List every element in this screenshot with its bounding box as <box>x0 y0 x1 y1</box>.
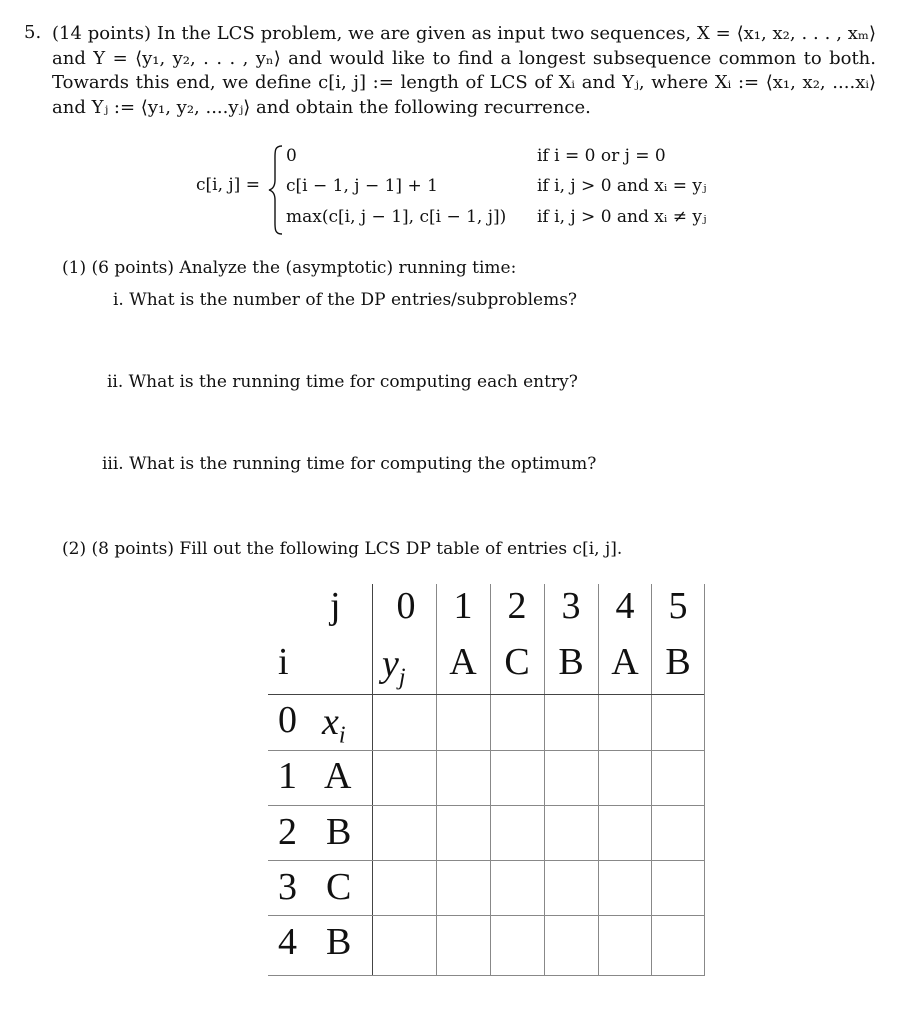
dp-cell[interactable] <box>652 806 703 860</box>
dp-cell[interactable] <box>491 916 544 974</box>
dp-cell[interactable] <box>545 806 598 860</box>
col-char-4: A <box>611 641 639 683</box>
dp-cell[interactable] <box>652 751 703 805</box>
dp-cell[interactable] <box>491 806 544 860</box>
left-brace-icon <box>268 144 284 236</box>
part2-label: (2) (8 points) Fill out the following LCS DP table of entries c[i, j]. <box>62 539 623 559</box>
col-char-3: B <box>558 641 584 683</box>
dp-cell[interactable] <box>437 806 490 860</box>
row-char-3: C <box>326 866 352 908</box>
row-index-1: 1 <box>278 755 297 797</box>
dp-cell[interactable] <box>491 751 544 805</box>
intro-line-2: and Y = ⟨y₁, y₂, . . . , yₙ⟩ and would like to find a longest subsequence common to both. <box>52 47 876 69</box>
dp-cell[interactable] <box>599 861 651 915</box>
part1-question-i: i. What is the number of the DP entries/subproblems? <box>113 290 578 310</box>
col-index-2: 2 <box>507 585 527 627</box>
row-char-1: A <box>324 755 352 797</box>
dp-cell[interactable] <box>652 916 703 974</box>
problem-points: (14 points) <box>52 23 151 44</box>
col-index-0: 0 <box>396 585 416 627</box>
intro-line-1 <box>52 22 876 47</box>
row-index-4: 4 <box>278 921 297 963</box>
dp-cell[interactable] <box>373 751 436 805</box>
col-index-3: 3 <box>561 585 581 627</box>
dp-cell[interactable] <box>491 861 544 915</box>
row-index-0: 0 <box>278 699 297 741</box>
intro-text-1: In the LCS problem, we are given as input two sequences, X = ⟨x₁, x₂, . . . , xₘ⟩ <box>156 23 876 44</box>
j-label: j <box>330 585 341 627</box>
recurrence-lhs: c[i, j] = <box>196 175 260 195</box>
dp-cell[interactable] <box>652 861 703 915</box>
dp-cell[interactable] <box>545 751 598 805</box>
part1-question-ii: ii. What is the running time for computing each entry? <box>107 372 578 392</box>
col-char-1: A <box>449 641 477 683</box>
col-char-5: B <box>665 641 691 683</box>
problem-intro <box>52 22 876 120</box>
case2-expr: c[i − 1, j − 1] + 1 <box>286 176 438 196</box>
row-char-2: B <box>326 811 352 853</box>
dp-cell[interactable] <box>545 861 598 915</box>
y-label: $y_j$ <box>382 643 406 691</box>
dp-cell[interactable] <box>373 861 436 915</box>
dp-cell[interactable] <box>491 695 544 750</box>
dp-cell[interactable] <box>437 751 490 805</box>
row-index-3: 3 <box>278 866 297 908</box>
col-sep-6 <box>704 584 705 976</box>
col-index-5: 5 <box>668 585 688 627</box>
case1-cond: if i = 0 or j = 0 <box>537 146 666 166</box>
dp-cell[interactable] <box>373 806 436 860</box>
case1-expr: 0 <box>286 146 297 166</box>
dp-cell[interactable] <box>599 916 651 974</box>
dp-cell[interactable] <box>373 916 436 974</box>
x-label: $x_i$ <box>322 701 346 749</box>
problem-number: 5. <box>24 22 42 43</box>
dp-cell[interactable] <box>545 695 598 750</box>
dp-cell[interactable] <box>437 916 490 974</box>
i-label: i <box>278 641 289 683</box>
intro-line-3: Towards this end, we define c[i, j] := length of LCS of Xᵢ and Yⱼ, where Xᵢ := ⟨x₁, x₂, ....xᵢ⟩ <box>52 72 876 93</box>
row-char-4: B <box>326 921 352 963</box>
dp-cell[interactable] <box>437 695 490 750</box>
col-index-1: 1 <box>453 585 473 627</box>
dp-cell[interactable] <box>545 916 598 974</box>
col-char-2: C <box>504 641 530 683</box>
dp-cell[interactable] <box>437 861 490 915</box>
part1-label: (1) (6 points) Analyze the (asymptotic) running time: <box>62 258 517 278</box>
dp-cell[interactable] <box>373 695 436 750</box>
case3-expr: max(c[i, j − 1], c[i − 1, j]) <box>286 207 507 227</box>
row-index-2: 2 <box>278 811 297 853</box>
dp-cell[interactable] <box>599 695 651 750</box>
dp-cell[interactable] <box>599 751 651 805</box>
dp-cell[interactable] <box>652 695 703 750</box>
case2-cond: if i, j > 0 and xᵢ = yⱼ <box>537 176 707 196</box>
dp-cell[interactable] <box>599 806 651 860</box>
part1-question-iii: iii. What is the running time for computing the optimum? <box>102 454 597 474</box>
case3-cond: if i, j > 0 and xᵢ ≠ yⱼ <box>537 207 707 227</box>
row-sep-5 <box>268 975 704 976</box>
intro-line-4: and Yⱼ := ⟨y₁, y₂, ....yⱼ⟩ and obtain the following recurrence. <box>52 96 591 118</box>
col-index-4: 4 <box>615 585 635 627</box>
